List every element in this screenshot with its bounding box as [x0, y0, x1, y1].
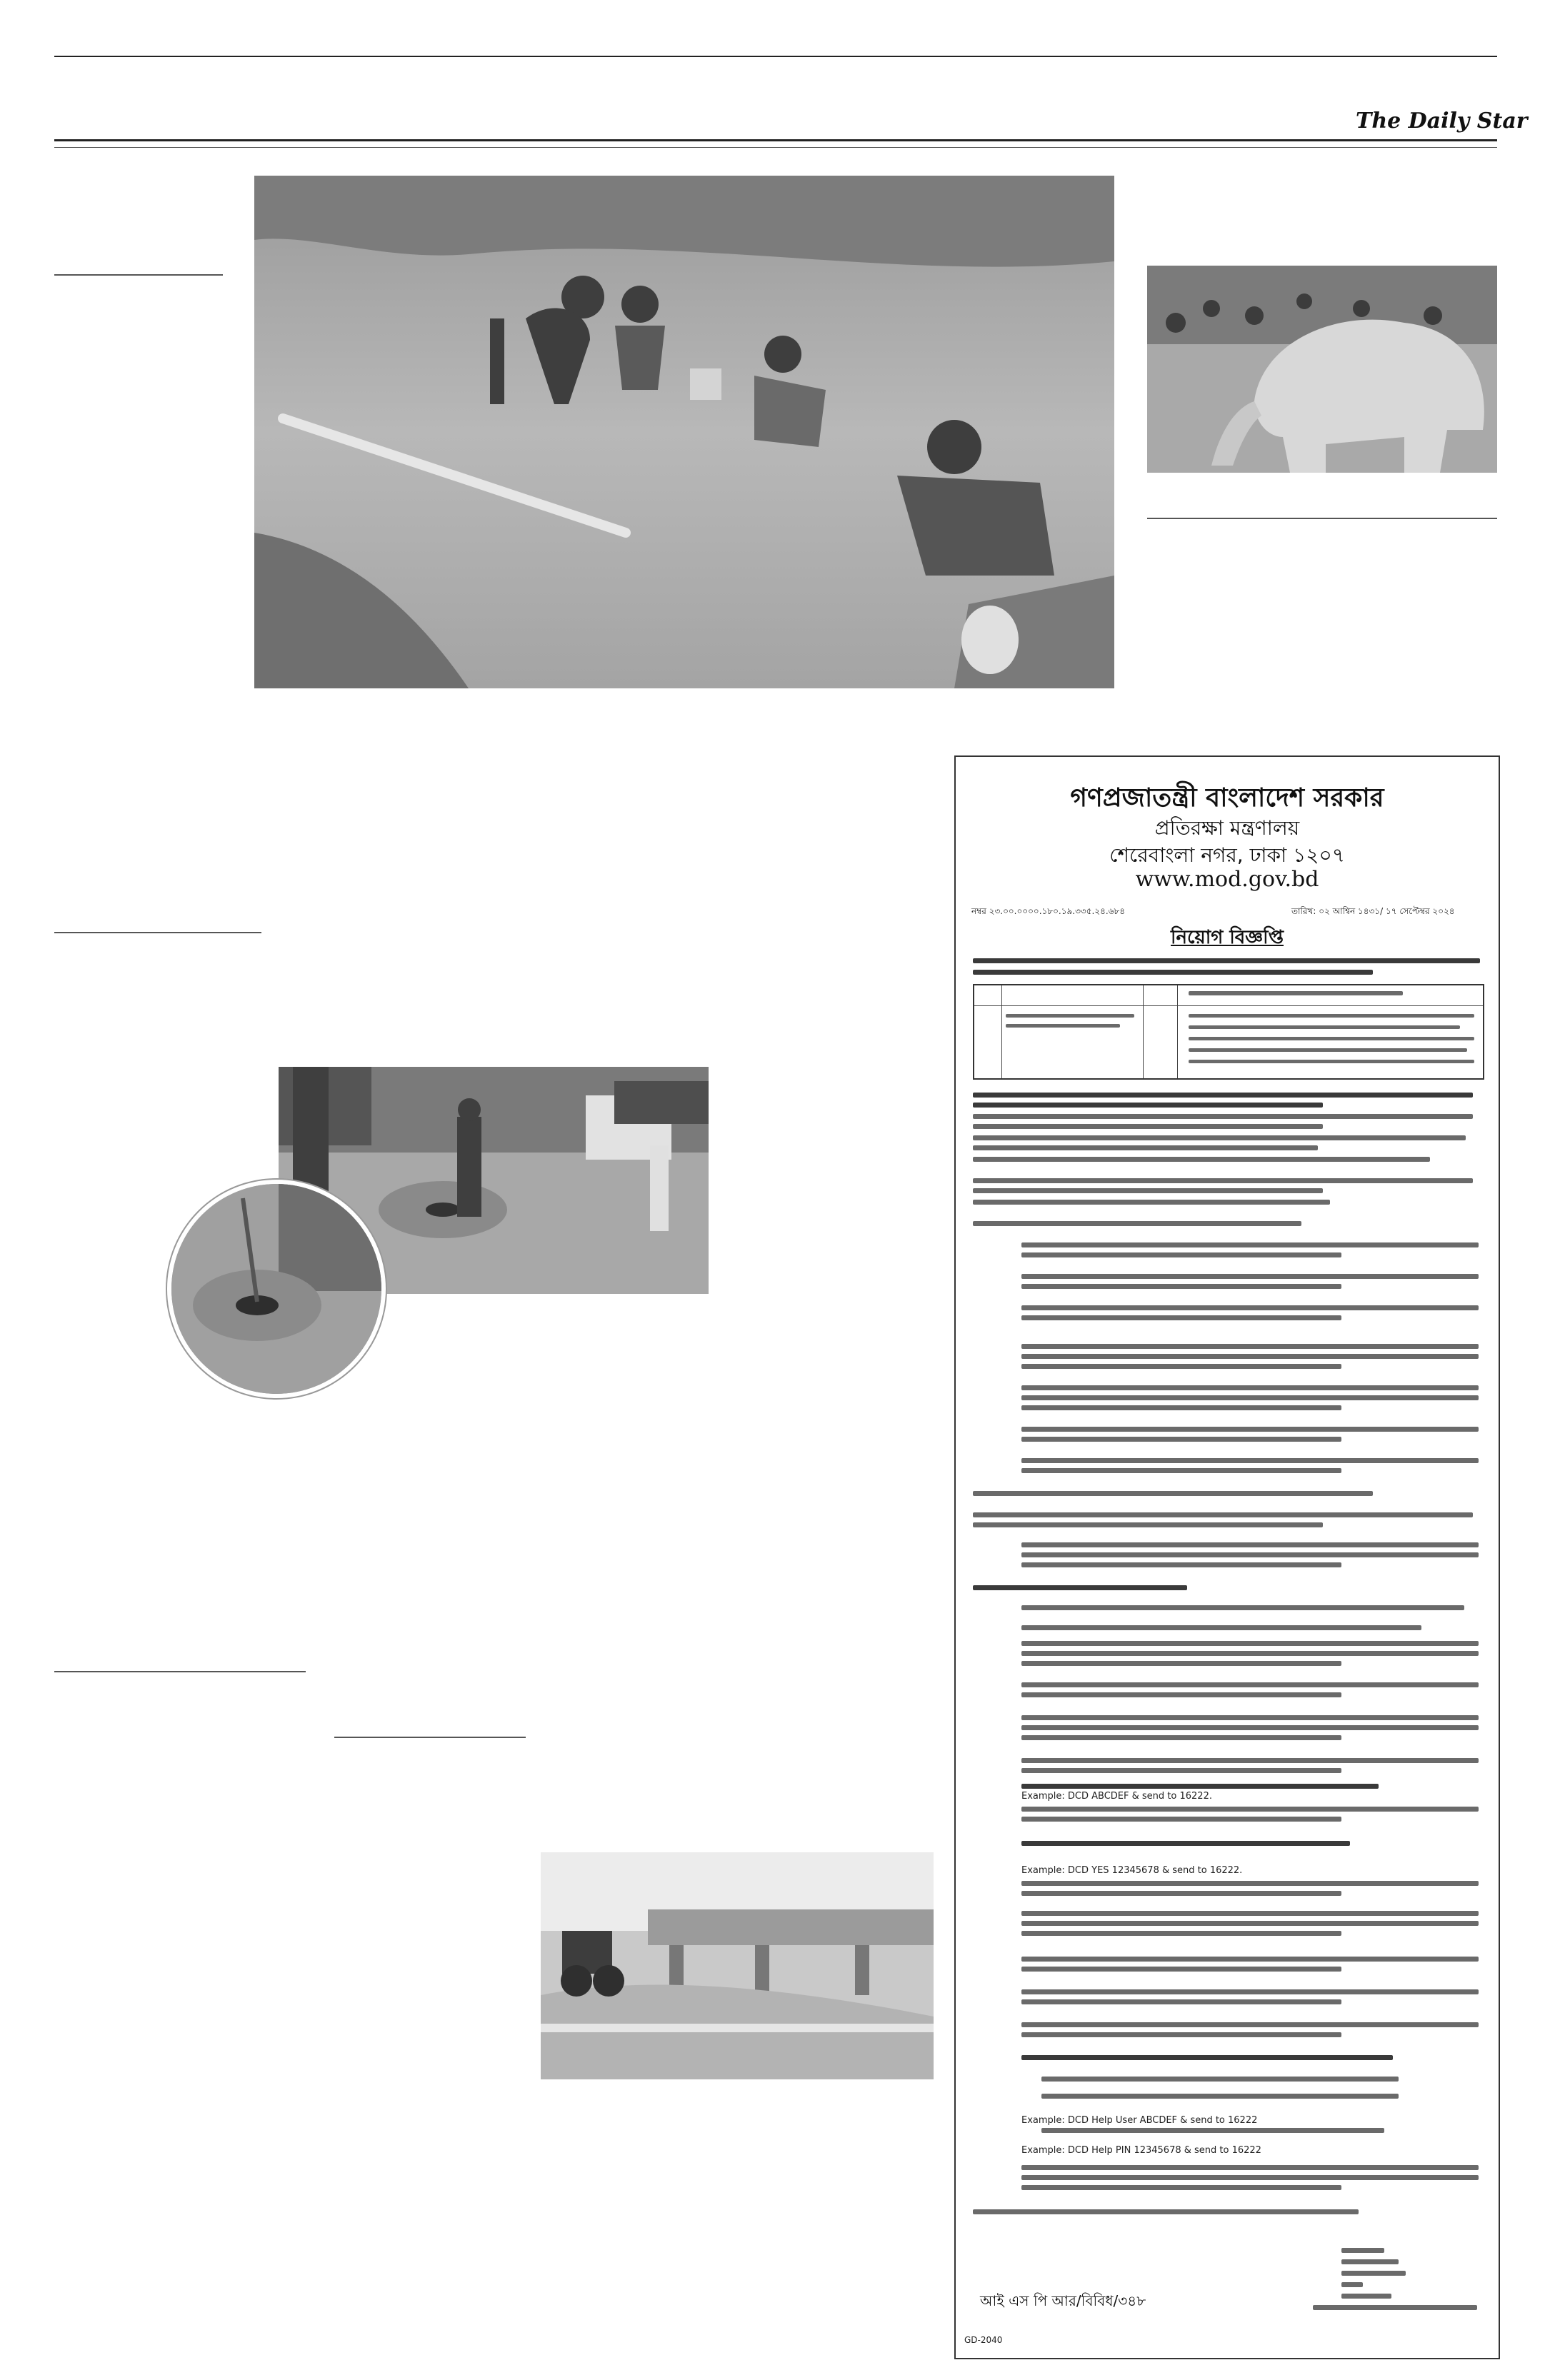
ad-text-line [1021, 1999, 1341, 2004]
ad-text-line [973, 1135, 1466, 1140]
ad-text-line [1021, 1315, 1341, 1320]
ad-text-line [973, 1103, 1323, 1108]
column-divider [54, 932, 261, 933]
signature-line [1313, 2305, 1477, 2310]
ad-text-line [1021, 1758, 1479, 1763]
pothole-inset-circle [167, 1180, 386, 1398]
ad-text-line [1021, 1881, 1479, 1886]
ad-post-table [973, 984, 1484, 1080]
ad-text-line [1021, 1817, 1341, 1822]
children-digging-photo [254, 176, 1114, 688]
ad-website: www.mod.gov.bd [1135, 867, 1319, 892]
ad-text-line [1021, 2055, 1393, 2060]
ad-footer-code: আই এস পি আর/বিবিধ/৩৪৮ [980, 2292, 1146, 2309]
ad-text-line [1021, 1625, 1421, 1630]
ad-memo-number: নম্বর ২৩.০০.০০০০.১৮০.১৯.৩৩৫.২৪.৬৮৪ [971, 906, 1126, 916]
ad-text-line [1021, 1284, 1341, 1289]
ad-text-line [973, 1178, 1473, 1183]
ad-text-line [973, 1093, 1473, 1098]
ad-text-line [973, 1512, 1473, 1517]
ad-gd-code: GD-2040 [964, 2335, 1003, 2345]
recruitment-notice [954, 755, 1500, 2359]
ad-text-line [1021, 1715, 1479, 1720]
ad-text-line [973, 1145, 1318, 1150]
ad-text-line [1021, 1891, 1341, 1896]
ad-date: তারিখ: ০২ আশ্বিন ১৪৩১/ ১৭ সেপ্টেম্বর ২০২৪ [1291, 906, 1455, 916]
ad-text-line [973, 1157, 1430, 1162]
signature-line [1341, 2271, 1406, 2276]
sms-example-3: Example: DCD Help User ABCDEF & send to 16222 [1021, 2115, 1258, 2126]
ad-text-line [1021, 1364, 1341, 1369]
ad-text-line [1021, 1274, 1479, 1279]
ad-text-line [973, 1200, 1330, 1205]
ad-text-line [1021, 1784, 1379, 1789]
ad-text-line [1021, 1807, 1479, 1812]
ad-text-line [1021, 1921, 1479, 1926]
ad-text-line [1041, 2077, 1399, 2082]
ad-text-line [1021, 1768, 1341, 1773]
ad-text-line [973, 1188, 1323, 1193]
ad-text-line [1021, 1542, 1479, 1547]
construction-photo [541, 1852, 934, 2079]
ad-text-line [1021, 1682, 1479, 1687]
ad-text-line [1021, 1242, 1479, 1247]
ad-text-line [1021, 2165, 1479, 2170]
ad-text-line [1021, 1931, 1341, 1936]
ad-text-line [1021, 1989, 1479, 1994]
ad-text-line [1021, 1735, 1341, 1740]
ad-text-line [1021, 1661, 1341, 1666]
ad-government: গণপ্রজাতন্ত্রী বাংলাদেশ সরকার [1070, 783, 1384, 813]
masthead-rule-2 [54, 147, 1497, 148]
sms-example-2: Example: DCD YES 12345678 & send to 16222. [1021, 1865, 1243, 1876]
sms-example-4: Example: DCD Help PIN 12345678 & send to 16222 [1021, 2145, 1261, 2156]
ad-text-line [1021, 2032, 1341, 2037]
ad-text-line [1021, 1641, 1479, 1646]
ad-text-line [1021, 1967, 1341, 1972]
ad-text-line [973, 1114, 1473, 1119]
ad-text-line [1021, 1395, 1479, 1400]
ad-text-line [973, 1124, 1323, 1129]
signature-line [1341, 2248, 1384, 2253]
ad-text-line [1021, 1427, 1479, 1432]
ad-text-line [1021, 1354, 1479, 1359]
ad-text-line [1021, 1252, 1341, 1257]
ad-text-line [1021, 1552, 1479, 1557]
ad-text-line [1021, 1911, 1479, 1916]
ad-text-line [973, 958, 1480, 963]
ad-text-line [973, 1221, 1301, 1226]
ad-text-line [1021, 1437, 1341, 1442]
ad-text-line [1021, 1692, 1341, 1697]
column-divider [334, 1737, 526, 1738]
ad-text-line [973, 970, 1373, 975]
ad-address: শেরেবাংলা নগর, ঢাকা ১২০৭ [1109, 843, 1345, 867]
sms-example-1: Example: DCD ABCDEF & send to 16222. [1021, 1791, 1212, 1802]
ad-text-line [1021, 1562, 1341, 1567]
ad-text-line [1021, 1651, 1479, 1656]
ad-text-line [1021, 1725, 1479, 1730]
ad-text-line [1021, 2022, 1479, 2027]
signature-line [1341, 2259, 1399, 2264]
ad-text-line [1021, 1841, 1350, 1846]
top-rule [54, 56, 1497, 57]
ad-text-line [1021, 1344, 1479, 1349]
masthead-rule-1 [54, 139, 1497, 141]
ad-text-line [1021, 1605, 1464, 1610]
ad-text-line [1041, 2094, 1399, 2099]
ad-text-line [1021, 1305, 1479, 1310]
ad-text-line [1021, 2185, 1341, 2190]
ad-text-line [1021, 1385, 1479, 1390]
ad-text-line [1021, 1957, 1479, 1962]
ad-text-line [973, 2209, 1359, 2214]
column-divider [1147, 518, 1497, 519]
masthead-logo: The Daily Star [1356, 109, 1528, 134]
elephant-photo [1147, 266, 1497, 473]
column-divider [54, 274, 223, 276]
ad-text-line [973, 1585, 1187, 1590]
ad-text-line [1021, 2175, 1479, 2180]
ad-text-line [1021, 1458, 1479, 1463]
ad-text-line [1021, 1405, 1341, 1410]
signature-line [1341, 2294, 1391, 2299]
ad-text-line [1041, 2128, 1384, 2133]
ad-text-line [1021, 1468, 1341, 1473]
ad-title: নিয়োগ বিজ্ঞপ্তি [1171, 927, 1284, 948]
column-divider [54, 1671, 306, 1672]
ad-text-line [973, 1491, 1373, 1496]
ad-ministry: প্রতিরক্ষা মন্ত্রণালয় [1154, 816, 1300, 840]
signature-line [1341, 2282, 1363, 2287]
ad-text-line [973, 1522, 1323, 1527]
